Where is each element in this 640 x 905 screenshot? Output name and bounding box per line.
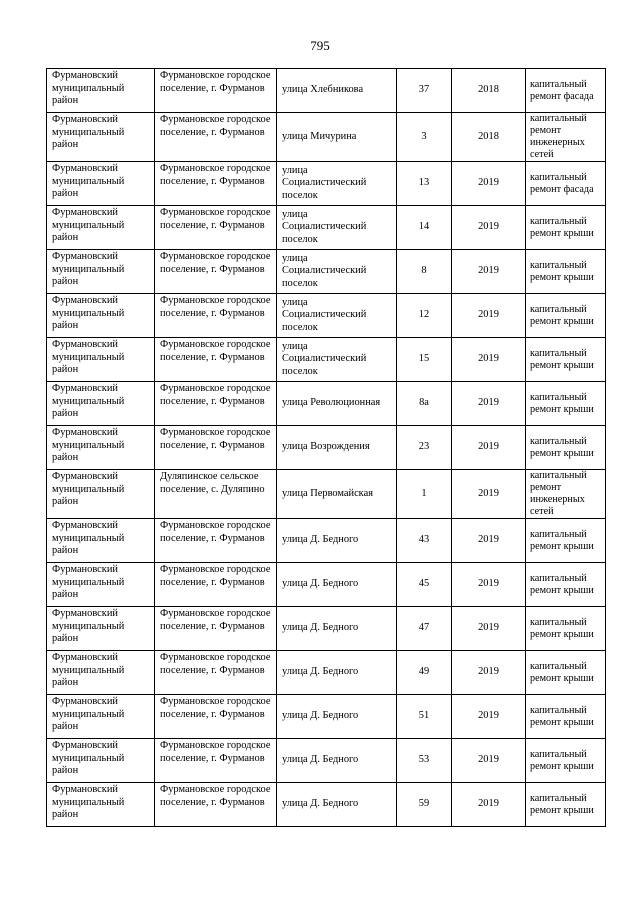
table-row [47,338,606,382]
year-cell: 2019 [452,426,526,470]
street-cell: улица Социалистический поселок [277,250,397,294]
street-cell: улица Возрождения [277,426,397,470]
year-cell: 2019 [452,651,526,695]
house-number-cell: 53 [397,739,452,783]
table-row [47,563,606,607]
year-cell: 2019 [452,162,526,206]
street-cell: улица Д. Бедного [277,695,397,739]
settlement-cell: Фурмановское городское поселение, г. Фурманов [155,739,277,783]
district-cell: Фурмановский муниципальный район [47,607,155,651]
street-cell: улица Социалистический поселок [277,162,397,206]
district-cell: Фурмановский муниципальный район [47,338,155,382]
year-cell: 2019 [452,338,526,382]
repair-type-cell: капитальный ремонт крыши [526,739,606,783]
repair-type-cell: капитальный ремонт крыши [526,783,606,827]
house-number-cell: 59 [397,783,452,827]
settlement-cell: Фурмановское городское поселение, г. Фурманов [155,783,277,827]
settlement-cell: Фурмановское городское поселение, г. Фурманов [155,382,277,426]
settlement-cell: Фурмановское городское поселение, г. Фурманов [155,651,277,695]
table-row [47,113,606,162]
repair-type-cell: капитальный ремонт крыши [526,651,606,695]
housing-repair-table [46,68,606,827]
table-body [47,69,606,827]
settlement-cell: Фурмановское городское поселение, г. Фурманов [155,206,277,250]
house-number-cell: 43 [397,519,452,563]
settlement-cell: Фурмановское городское поселение, г. Фурманов [155,162,277,206]
table-row [47,382,606,426]
house-number-cell: 47 [397,607,452,651]
house-number-cell: 8 [397,250,452,294]
house-number-cell: 14 [397,206,452,250]
district-cell: Фурмановский муниципальный район [47,382,155,426]
house-number-cell: 45 [397,563,452,607]
district-cell: Фурмановский муниципальный район [47,519,155,563]
settlement-cell: Фурмановское городское поселение, г. Фурманов [155,519,277,563]
table-row [47,162,606,206]
house-number-cell: 3 [397,113,452,162]
district-cell: Фурмановский муниципальный район [47,739,155,783]
repair-type-cell: капитальный ремонт инженерных сетей [526,470,606,519]
street-cell: улица Д. Бедного [277,563,397,607]
table-row [47,250,606,294]
repair-type-cell: капитальный ремонт фасада [526,69,606,113]
year-cell: 2019 [452,206,526,250]
house-number-cell: 1 [397,470,452,519]
settlement-cell: Фурмановское городское поселение, г. Фурманов [155,338,277,382]
table-row [47,519,606,563]
repair-type-cell: капитальный ремонт крыши [526,250,606,294]
year-cell: 2019 [452,250,526,294]
settlement-cell: Фурмановское городское поселение, г. Фурманов [155,563,277,607]
year-cell: 2019 [452,739,526,783]
street-cell: улица Д. Бедного [277,651,397,695]
house-number-cell: 8а [397,382,452,426]
house-number-cell: 23 [397,426,452,470]
district-cell: Фурмановский муниципальный район [47,426,155,470]
district-cell: Фурмановский муниципальный район [47,783,155,827]
settlement-cell: Дуляпинское сельское поселение, с. Дуляпино [155,470,277,519]
street-cell: улица Социалистический поселок [277,338,397,382]
district-cell: Фурмановский муниципальный район [47,695,155,739]
table-row [47,470,606,519]
street-cell: улица Д. Бедного [277,739,397,783]
table-row [47,426,606,470]
district-cell: Фурмановский муниципальный район [47,162,155,206]
street-cell: улица Социалистический поселок [277,294,397,338]
street-cell: улица Д. Бедного [277,519,397,563]
street-cell: улица Д. Бедного [277,783,397,827]
district-cell: Фурмановский муниципальный район [47,470,155,519]
table-row [47,206,606,250]
street-cell: улица Революционная [277,382,397,426]
district-cell: Фурмановский муниципальный район [47,206,155,250]
settlement-cell: Фурмановское городское поселение, г. Фурманов [155,294,277,338]
house-number-cell: 51 [397,695,452,739]
house-number-cell: 13 [397,162,452,206]
house-number-cell: 37 [397,69,452,113]
year-cell: 2019 [452,695,526,739]
year-cell: 2019 [452,519,526,563]
settlement-cell: Фурмановское городское поселение, г. Фурманов [155,69,277,113]
repair-type-cell: капитальный ремонт фасада [526,162,606,206]
district-cell: Фурмановский муниципальный район [47,113,155,162]
settlement-cell: Фурмановское городское поселение, г. Фурманов [155,695,277,739]
repair-type-cell: капитальный ремонт крыши [526,338,606,382]
street-cell: улица Мичурина [277,113,397,162]
year-cell: 2019 [452,563,526,607]
repair-type-cell: капитальный ремонт крыши [526,695,606,739]
settlement-cell: Фурмановское городское поселение, г. Фурманов [155,607,277,651]
page-number: 795 [310,38,330,53]
repair-type-cell: капитальный ремонт крыши [526,294,606,338]
table-row [47,783,606,827]
street-cell: улица Социалистический поселок [277,206,397,250]
district-cell: Фурмановский муниципальный район [47,294,155,338]
street-cell: улица Д. Бедного [277,607,397,651]
year-cell: 2019 [452,294,526,338]
district-cell: Фурмановский муниципальный район [47,69,155,113]
table-row [47,695,606,739]
house-number-cell: 49 [397,651,452,695]
repair-type-cell: капитальный ремонт крыши [526,563,606,607]
settlement-cell: Фурмановское городское поселение, г. Фурманов [155,113,277,162]
repair-type-cell: капитальный ремонт крыши [526,382,606,426]
repair-type-cell: капитальный ремонт крыши [526,607,606,651]
table-row [47,607,606,651]
year-cell: 2019 [452,783,526,827]
year-cell: 2018 [452,113,526,162]
house-number-cell: 15 [397,338,452,382]
repair-type-cell: капитальный ремонт крыши [526,426,606,470]
street-cell: улица Хлебникова [277,69,397,113]
district-cell: Фурмановский муниципальный район [47,250,155,294]
street-cell: улица Первомайская [277,470,397,519]
repair-type-cell: капитальный ремонт крыши [526,519,606,563]
district-cell: Фурмановский муниципальный район [47,651,155,695]
house-number-cell: 12 [397,294,452,338]
settlement-cell: Фурмановское городское поселение, г. Фурманов [155,250,277,294]
year-cell: 2019 [452,470,526,519]
settlement-cell: Фурмановское городское поселение, г. Фурманов [155,426,277,470]
table-row [47,739,606,783]
district-cell: Фурмановский муниципальный район [47,563,155,607]
year-cell: 2019 [452,607,526,651]
repair-type-cell: капитальный ремонт крыши [526,206,606,250]
year-cell: 2018 [452,69,526,113]
table-row [47,69,606,113]
year-cell: 2019 [452,382,526,426]
repair-type-cell: капитальный ремонт инженерных сетей [526,113,606,162]
table-row [47,651,606,695]
table-row [47,294,606,338]
